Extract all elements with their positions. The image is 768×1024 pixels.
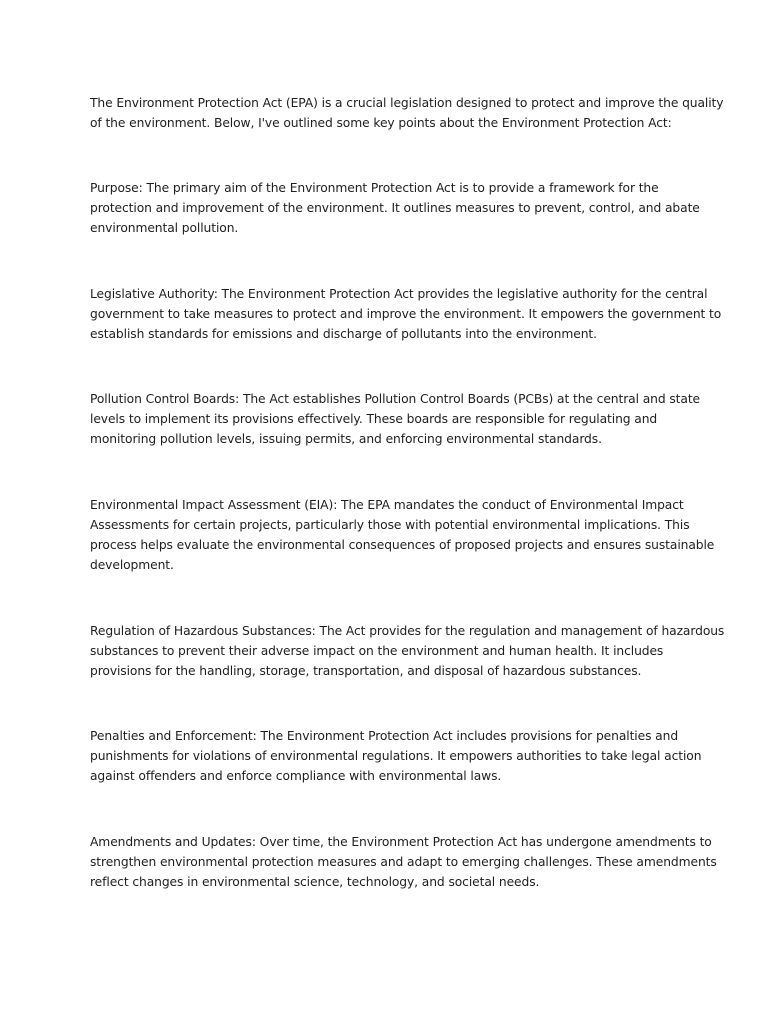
text-line: substances to prevent their adverse impact on the environment and human health. It includes: [90, 644, 664, 658]
eia-paragraph: [90, 495, 715, 575]
purpose-paragraph: [90, 178, 700, 238]
text-line: development.: [90, 558, 174, 572]
text-line: establish standards for emissions and discharge of pollutants into the environment.: [90, 327, 597, 341]
text-line: against offenders and enforce compliance with environmental laws.: [90, 769, 502, 783]
text-line: Pollution Control Boards: The Act establishes Pollution Control Boards (PCBs) at the central and state: [90, 392, 701, 406]
text-line: process helps evaluate the environmental consequences of proposed projects and ensures sustainable: [90, 538, 715, 552]
text-line: government to take measures to protect and improve the environment. It empowers the government to: [90, 307, 722, 321]
text-line: The Environment Protection Act (EPA) is a crucial legislation designed to protect and improve the quality: [90, 96, 724, 110]
text-line: Assessments for certain projects, particularly those with potential environmental implications. This: [90, 518, 690, 532]
text-line: protection and improvement of the environment. It outlines measures to prevent, control, and abate: [90, 201, 700, 215]
pollution-control-boards-paragraph: [90, 389, 701, 449]
legislative-authority-paragraph: [90, 284, 722, 344]
text-line: of the environment. Below, I've outlined some key points about the Environment Protection Act:: [90, 116, 672, 130]
text-line: reflect changes in environmental science, technology, and societal needs.: [90, 875, 540, 889]
text-line: Penalties and Enforcement: The Environment Protection Act includes provisions for penalties and: [90, 729, 679, 743]
hazardous-substances-paragraph: [90, 621, 725, 681]
text-line: strengthen environmental protection measures and adapt to emerging challenges. These amendments: [90, 855, 717, 869]
text-line: levels to implement its provisions effectively. These boards are responsible for regulating and: [90, 412, 658, 426]
text-line: Purpose: The primary aim of the Environment Protection Act is to provide a framework for the: [90, 181, 659, 195]
text-line: Environmental Impact Assessment (EIA): The EPA mandates the conduct of Environmental Impact: [90, 498, 684, 512]
penalties-enforcement-paragraph: [90, 726, 702, 786]
intro-paragraph: [90, 93, 724, 133]
text-line: provisions for the handling, storage, transportation, and disposal of hazardous substances.: [90, 664, 642, 678]
text-line: Regulation of Hazardous Substances: The Act provides for the regulation and management of hazardous: [90, 624, 725, 638]
amendments-updates-paragraph: [90, 832, 717, 892]
text-line: monitoring pollution levels, issuing permits, and enforcing environmental standards.: [90, 432, 602, 446]
text-line: environmental pollution.: [90, 221, 239, 235]
text-line: Legislative Authority: The Environment Protection Act provides the legislative authority for the central: [90, 287, 708, 301]
text-line: Amendments and Updates: Over time, the Environment Protection Act has undergone amendments to: [90, 835, 712, 849]
text-line: punishments for violations of environmental regulations. It empowers authorities to take legal action: [90, 749, 702, 763]
